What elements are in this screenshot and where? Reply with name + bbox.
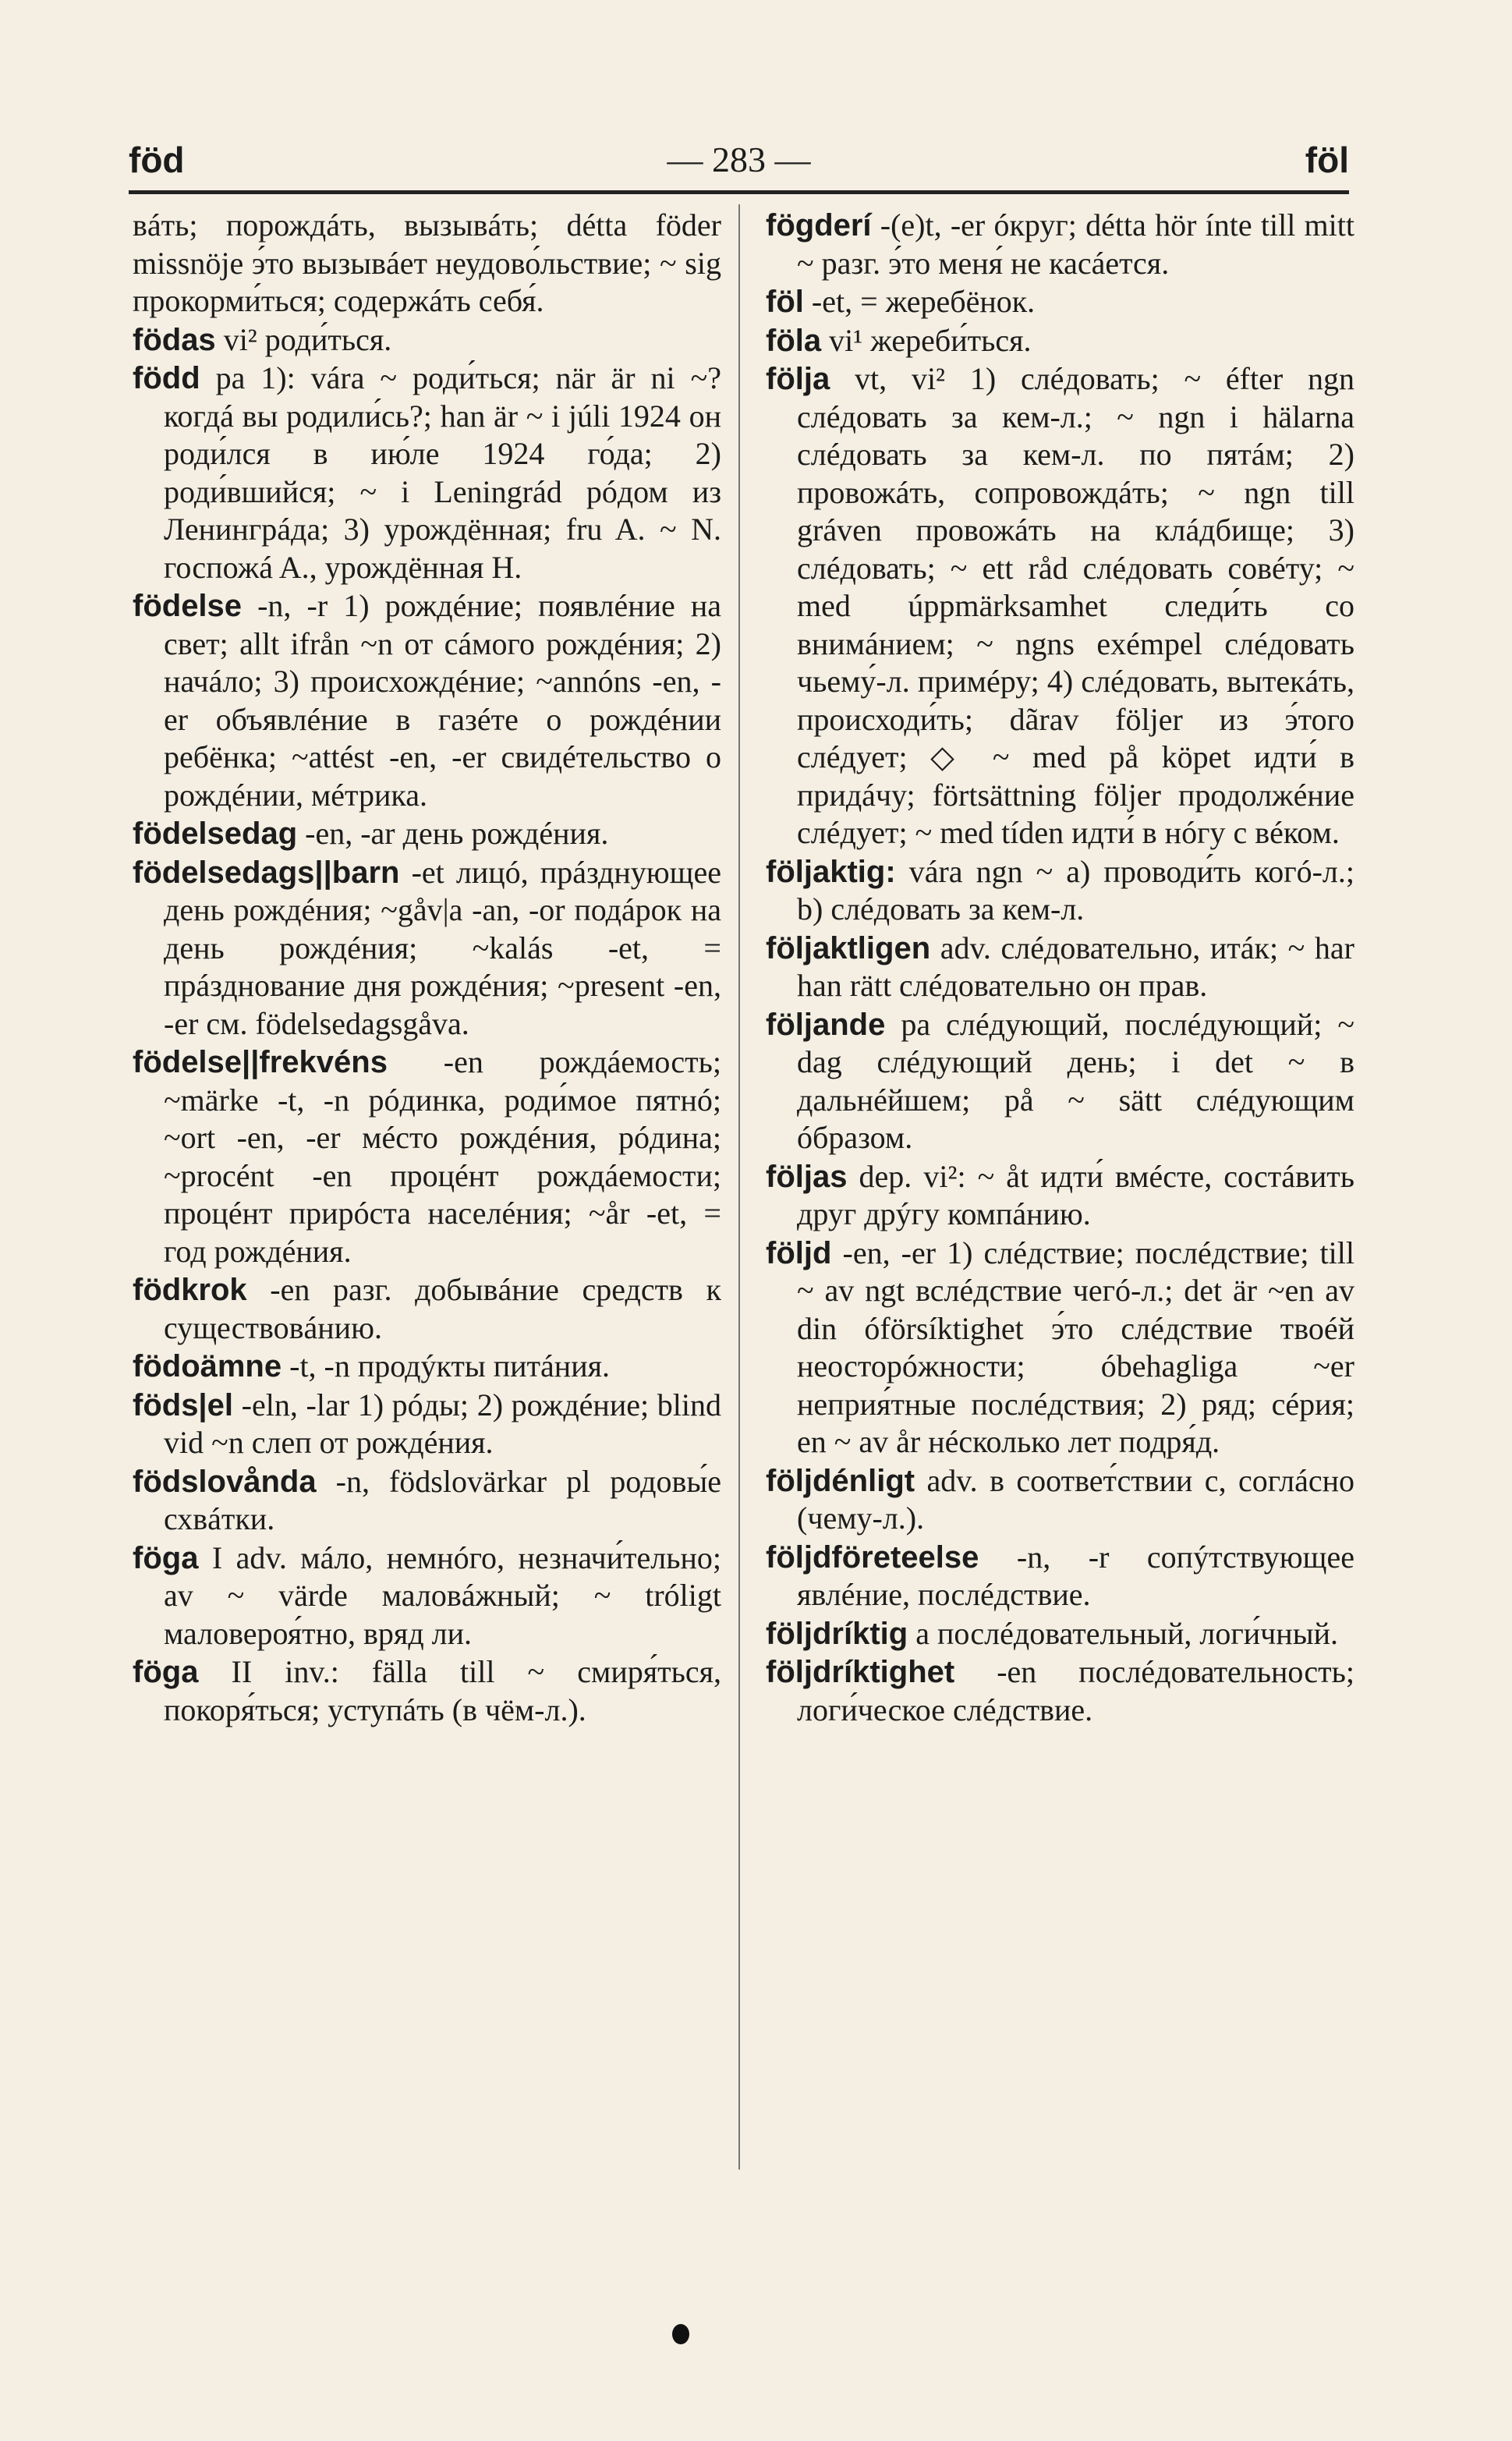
entry-definition: dep. vi²: ~ åt идти́ вмéсте, состáвить друг дрýгу компáнию.: [797, 1158, 1354, 1231]
dictionary-entry: [133, 587, 721, 814]
dictionary-entry: [766, 322, 1354, 360]
dictionary-entry: [766, 283, 1354, 321]
dictionary-entry: [766, 1615, 1354, 1653]
entry-headword: föga: [133, 1540, 199, 1575]
entry-definition: -en разг. добывáние средств к существовáнию.: [164, 1272, 721, 1345]
dictionary-entry: [133, 1387, 721, 1462]
entry-definition: vi¹ жереби́ться.: [821, 322, 1032, 358]
entry-headword: föds|el: [133, 1387, 233, 1422]
right-column: [766, 207, 1354, 1730]
dictionary-entry: [133, 815, 721, 853]
column-divider: [738, 204, 740, 2170]
entry-definition: a послéдовательный, логи́чный.: [908, 1615, 1338, 1651]
entry-definition: -en, -er 1) слéдствие; послéдствие; till ~ av ngt вслéдствие чегó-л.; det är ~en av din óförsíktighet э́то слéдствие твоéй неосторóжности; óbehagliga ~er неприя́тные послéдствия; 2) ряд; сéрия; en ~ av år нéсколько лет подря́д.: [797, 1235, 1354, 1459]
entry-headword: födelse: [133, 589, 243, 623]
entry-definition: adv. слéдовательно, итáк; ~ har han rätt слéдовательно он прав.: [797, 930, 1354, 1003]
dictionary-entry: [133, 1348, 721, 1386]
entry-definition: -en, -ar день рождéния.: [297, 816, 609, 851]
header-right-guideword: föl: [1305, 140, 1349, 180]
entry-definition: -(e)t, -er óкруг; détta hör ínte till mitt ~ разг. э́то меня́ не касáется.: [797, 207, 1354, 281]
entry-headword: födkrok: [133, 1273, 247, 1307]
dictionary-entry: [133, 1653, 721, 1729]
entry-definition: -en рождáемость; ~märke -t, -n рóдинка, роди́мое пятнó; ~ort -en, -er мéсто рождéния, рóдина; ~procént -en процéнт рождáемости; процéнт прирóста населéния; ~år -et, = год рождéния.: [164, 1044, 721, 1269]
dictionary-entry: [766, 1235, 1354, 1461]
entry-headword: födelse||frekvéns: [133, 1045, 388, 1079]
entry-headword: födelsedag: [133, 817, 298, 851]
entry-definition: pa слéдующий, послéдующий; ~ dag слéдующий день; i det ~ в дальнéйшем; på ~ sätt слéдующим óбразом.: [797, 1006, 1354, 1155]
page-header: [129, 139, 1349, 186]
entry-headword: födoämne: [133, 1349, 282, 1383]
dictionary-entry: [766, 1006, 1354, 1157]
dictionary-entry: [766, 360, 1354, 852]
entry-headword: föga: [133, 1655, 199, 1689]
dictionary-entry: [133, 1539, 721, 1653]
entry-headword: födslovånda: [133, 1464, 317, 1499]
dictionary-entry: [133, 1271, 721, 1347]
dictionary-entry: [766, 1462, 1354, 1538]
entry-headword: följas: [766, 1159, 848, 1194]
entry-definition: -en послéдовательность; логи́ческое слéдствие.: [797, 1654, 1354, 1727]
entry-definition: II inv.: fälla till ~ смиря́ться, покоря́ться; уступáть (в чём-л.).: [164, 1654, 721, 1727]
dictionary-entry: [133, 854, 721, 1043]
dictionary-entry: [766, 1158, 1354, 1234]
entry-headword: följaktig:: [766, 854, 896, 889]
dictionary-entry: [133, 1043, 721, 1270]
entry-definition: -eln, -lar 1) рóды; 2) рождéние; blind vid ~n слеп от рождéния.: [164, 1387, 721, 1460]
entry-headword: födas: [133, 322, 216, 357]
entry-definition: -n, födslovärkar pl родовы́е схвáтки.: [164, 1463, 721, 1536]
entry-definition: adv. в соответ́ствии с, соглáсно (чему-л.).: [797, 1462, 1354, 1536]
entry-definition: vi² роди́ться.: [215, 321, 392, 357]
dictionary-entry: [766, 853, 1354, 929]
entry-definition: vt, vi² 1) слéдовать; ~ éfter ngn слéдовать за кем-л.; ~ ngn i hälarna слéдовать за кем-л. по пятáм; 2) провожáть, сопровождáть; ~ ngn till gráven провожáть на клáдбище; 3) слéдовать; ~ ett råd слéдовать совéту; ~ med úppmärksamhet следи́ть со внимáнием; ~ ngns exémpel слéдовать чьему́-л. примéру; 4) слéдовать, вытекáть, происходи́ть; dãrav följer из э́того слéдует; ◇ ~ med på köpet идти́ в придáчу; förtsättning följer продолжéние слéдует; ~ med tíden идти́ в нóгу с вéком.: [797, 361, 1354, 850]
entry-definition: -t, -n продýкты питáния.: [282, 1348, 611, 1383]
entry-definition: вáть; порождáть, вызывáть; détta föder missnöje э́то вызывáет неудово́льствие; ~ sig прокорми́ться; содержáть себя́.: [133, 207, 721, 318]
entry-definition: vára ngn ~ a) проводи́ть когó-л.; b) слéдовать за кем-л.: [797, 853, 1354, 926]
dictionary-entry: [766, 1653, 1354, 1729]
header-rule: [129, 190, 1349, 194]
entry-headword: följdénligt: [766, 1463, 915, 1498]
left-column: [133, 207, 721, 1730]
entry-definition: -et лицó, прáзднующее день рождéния; ~gåv|a -an, -or подáрок на день рождéния; ~kalás -et, = прáзднование дня рождéния; ~present -en, -er см. födelsedagsgåva.: [164, 854, 721, 1041]
dictionary-entry: [766, 930, 1354, 1005]
dictionary-entry: [133, 207, 721, 321]
entry-headword: följdríktig: [766, 1616, 908, 1651]
entry-headword: följaktligen: [766, 930, 931, 965]
entry-headword: föl: [766, 285, 804, 319]
entry-headword: följa: [766, 362, 830, 396]
entry-definition: I adv. мáло, немнóго, незначи́тельно; av ~ värde маловáжный; ~ tróligt маловероя́тно, вряд ли.: [164, 1539, 721, 1651]
entry-definition: -et, = жеребёнок.: [803, 284, 1036, 319]
dictionary-entry: [133, 321, 721, 360]
dictionary-entry: [766, 1539, 1354, 1614]
dictionary-entry: [133, 360, 721, 586]
entry-headword: följdföreteelse: [766, 1539, 979, 1575]
entry-headword: födelsedags||barn: [133, 855, 400, 890]
entry-headword: följdríktighet: [766, 1655, 955, 1689]
dictionary-entry: [766, 207, 1354, 282]
entry-headword: följande: [766, 1007, 886, 1042]
header-left-guideword: föd: [129, 140, 185, 180]
entry-headword: föla: [766, 323, 822, 358]
entry-definition: -n, -r 1) рождéние; появлéние на свет; allt ifrån ~n от сáмого рождéния; 2) начáло; 3) происхождéние; ~annóns -en, -er объявлéние в газéте о рождéнии ребёнка; ~attést -en, -er свидéтельство о рождéнии, мéтрика.: [164, 588, 721, 813]
footer-dot: [672, 2324, 689, 2344]
entry-headword: följd: [766, 1235, 832, 1270]
entry-definition: pa 1): vára ~ роди́ться; när är ni ~? когдá вы родили́сь?; han är ~ i júli 1924 он роди́лся в ию́ле 1924 го́да; 2) роди́вшийся; ~ i Leningrád рóдом из Ленингрáда; 3) урождённая; fru A. ~ N. госпожá A., урождённая H.: [164, 360, 721, 585]
dictionary-entry: [133, 1463, 721, 1539]
entry-headword: född: [133, 361, 200, 395]
page-number: — 283 —: [667, 140, 811, 179]
entry-headword: fögderí: [766, 208, 872, 243]
entry-definition: -n, -r сопýтствующее явлéние, послéдствие.: [797, 1539, 1354, 1612]
